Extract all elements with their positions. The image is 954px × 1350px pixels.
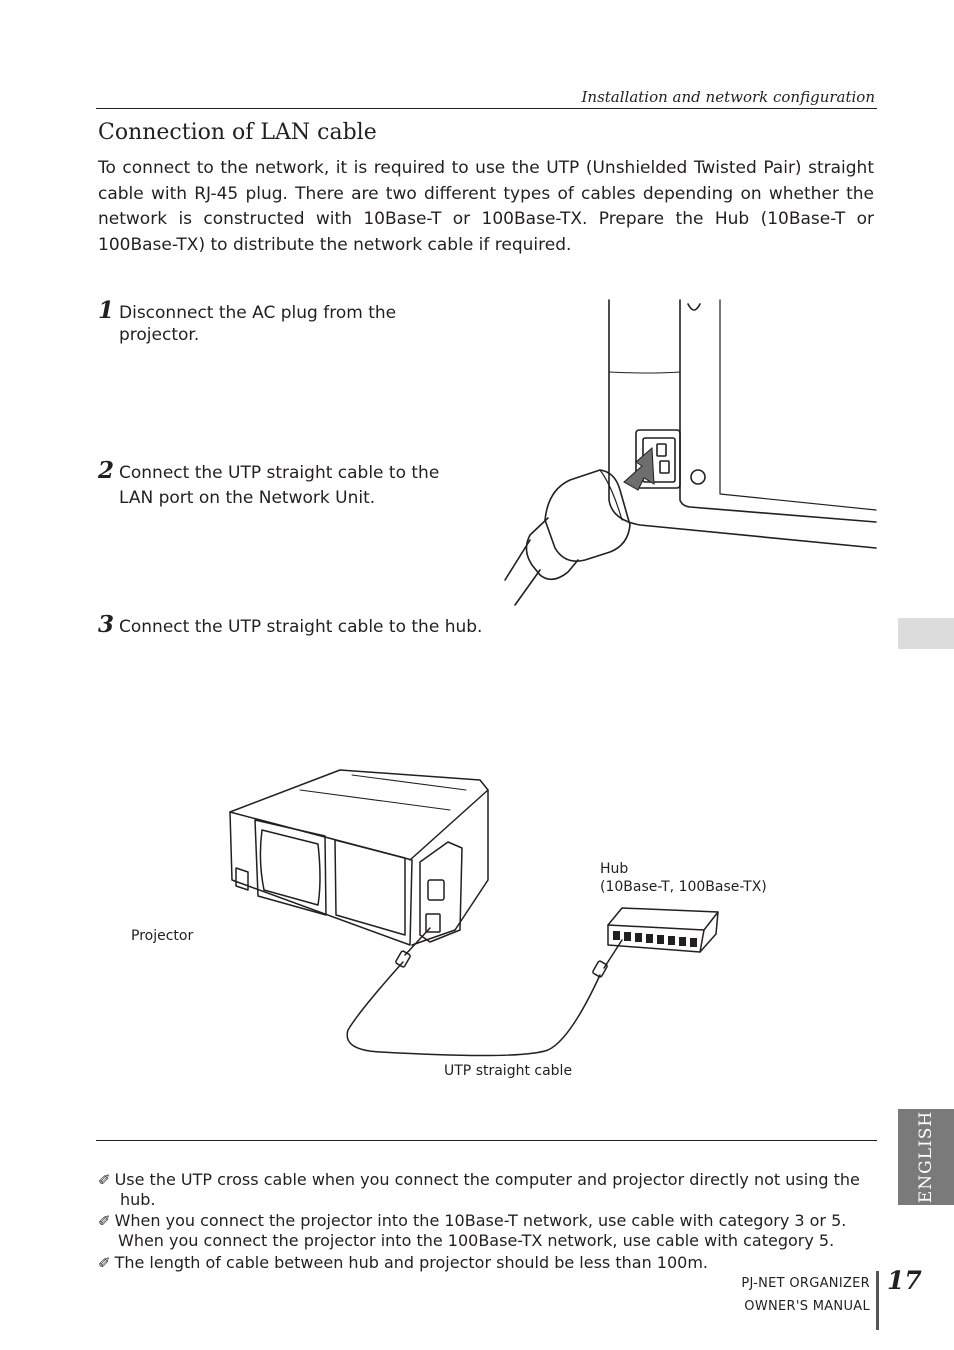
footer-manual-name: OWNER'S MANUAL — [744, 1299, 870, 1314]
hub-sublabel: (10Base-T, 100Base-TX) — [600, 879, 767, 895]
page-number-bar — [876, 1271, 879, 1330]
utp-cable — [347, 962, 600, 1056]
pencil-icon: ✐ — [98, 1171, 111, 1189]
language-tab — [898, 1109, 954, 1205]
step-2-text-line2: LAN port on the Network Unit. — [119, 488, 376, 508]
pencil-icon: ✐ — [98, 1254, 111, 1272]
notes-rule — [96, 1140, 877, 1141]
note-3 — [98, 1253, 874, 1273]
note-1-line1: Use the UTP cross cable when you connect the computer and projector directly not using the — [114, 1170, 860, 1189]
note-2 — [98, 1211, 874, 1251]
footer-product-name: PJ-NET ORGANIZER — [741, 1276, 870, 1291]
step-3-number: 3 — [98, 611, 115, 638]
step-1-text-line1: Disconnect the AC plug from the — [119, 303, 397, 323]
note-3-line1: The length of cable between hub and projector should be less than 100m. — [114, 1253, 708, 1272]
pencil-icon: ✐ — [98, 1212, 111, 1230]
page-number: 17 — [887, 1266, 922, 1295]
step-3-text: Connect the UTP straight cable to the hub. — [119, 617, 483, 637]
side-tab-gray — [898, 618, 954, 649]
note-2-line1: When you connect the projector into the 10Base-T network, use cable with category 3 or 5. — [114, 1211, 847, 1230]
hub-label: Hub — [600, 861, 629, 877]
intro-paragraph: To connect to the network, it is required to use the UTP (Unshielded Twisted Pair) straight cable with RJ-45 plug. There are two different types of cables depending on whether the network is constructed with 10Base-T or 100Base-TX. Prepare the Hub (10Base-T or 100Base-TX) to distribute the network cable if required. — [98, 158, 874, 255]
step-2-text-line1: Connect the UTP straight cable to the — [119, 463, 440, 483]
cable-label: UTP straight cable — [444, 1063, 573, 1079]
projector-label: Projector — [131, 928, 194, 944]
running-header: Installation and network configuration — [581, 88, 875, 106]
step-1-number: 1 — [98, 297, 115, 324]
note-1 — [98, 1170, 874, 1210]
projector-icon — [230, 770, 488, 945]
step-2-number: 2 — [98, 457, 115, 484]
note-1-line2: hub. — [120, 1190, 156, 1209]
step-1-text-line2: projector. — [119, 325, 200, 345]
note-2-line2: When you connect the projector into the 100Base-TX network, use cable with category 5. — [118, 1231, 835, 1250]
section-title: Connection of LAN cable — [98, 120, 377, 145]
hub-icon — [608, 908, 718, 952]
language-tab-label: ENGLISH — [916, 1110, 936, 1204]
